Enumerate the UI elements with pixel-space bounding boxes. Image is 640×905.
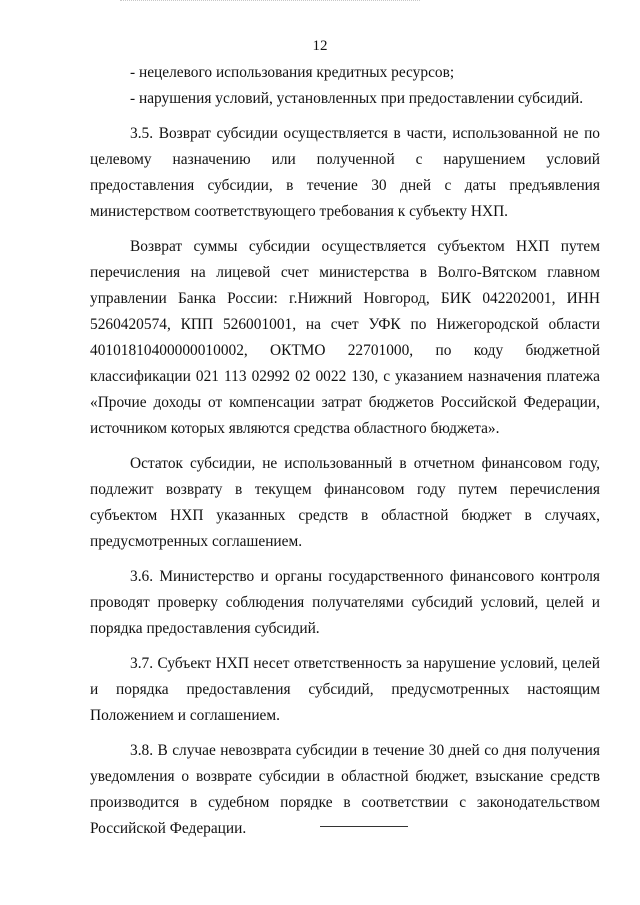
clause-3-8: 3.8. В случае невозврата субсидии в течение 30 дней со дня получения уведомления о возврате субсидии в областной бюджет, взыскание средств производится в судебном порядке в соответствии с законодательством Российской Федерации. xyxy=(90,742,600,837)
document-body xyxy=(90,60,600,842)
list-item-violation-conditions: - нарушения условий, установленных при предоставлении субсидий. xyxy=(130,90,584,107)
closing-divider xyxy=(320,826,408,827)
clause-3-5: 3.5. Возврат субсидии осуществляется в части, использованной не по целевому назначению или полученной с нарушением условий предоставления субсидии, в течение 30 дней с даты предъявления министерством соответствующего требования к субъекту НХП. xyxy=(90,125,600,220)
scan-edge-line xyxy=(120,0,420,1)
clause-3-7: 3.7. Субъект НХП несет ответственность за нарушение условий, целей и порядка предоставления субсидий, предусмотренных настоящим Положением и соглашением. xyxy=(90,655,600,724)
list-item-misuse-credit: - нецелевого использования кредитных ресурсов; xyxy=(130,64,455,81)
paragraph-refund-details: Возврат суммы субсидии осуществляется субъектом НХП путем перечисления на лицевой счет министерства в Волго-Вятском главном управлении Банка России: г.Нижний Новгород, БИК 042202001, ИНН 5260420574, КПП 526001001, на счет УФК по Нижегородской области 40101810400000010002, ОКТМО 22701000, по коду бюджетной классификации 021 113 02992 02 0022 130, с указанием назначения платежа «Прочие доходы от компенсации затрат бюджетов Российской Федерации, источником которых являются средства областного бюджета». xyxy=(90,238,600,437)
page-number: 12 xyxy=(312,38,328,54)
clause-3-6: 3.6. Министерство и органы государственного финансового контроля проводят проверку соблюдения получателями субсидий условий, целей и порядка предоставления субсидий. xyxy=(90,568,600,637)
paragraph-unused-balance: Остаток субсидии, не использованный в отчетном финансовом году, подлежит возврату в текущем финансовом году путем перечисления субъектом НХП указанных средств в областной бюджет в случаях, предусмотренных соглашением. xyxy=(90,455,600,550)
